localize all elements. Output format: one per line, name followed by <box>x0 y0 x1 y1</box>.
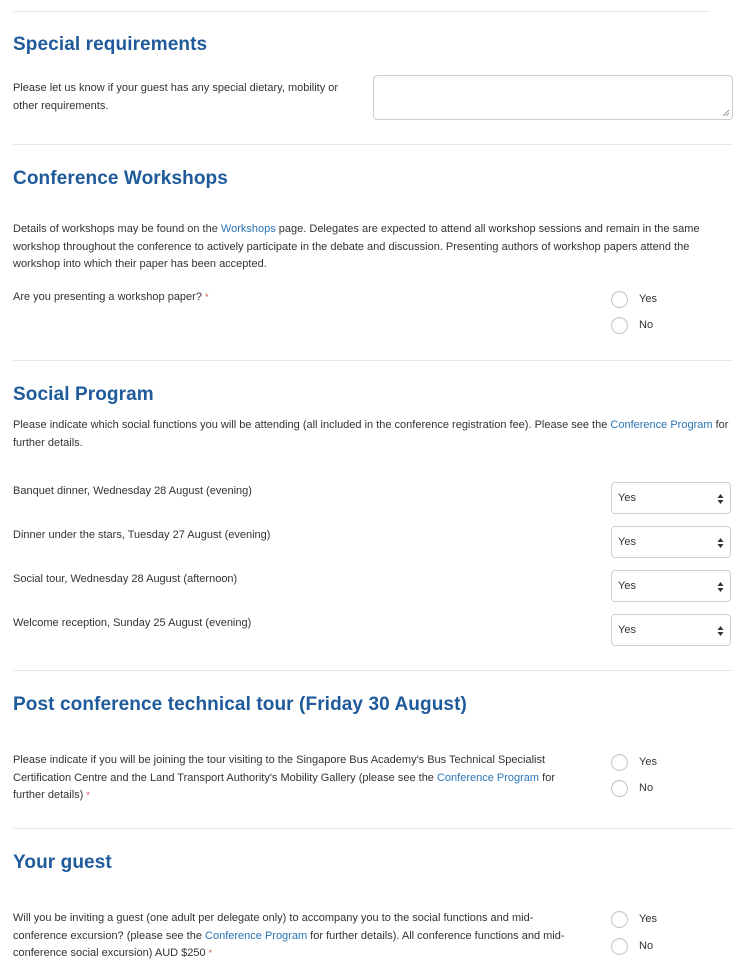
tour-conference-program-link[interactable]: Conference Program <box>436 771 540 784</box>
guest-conference-program-link[interactable]: Conference Program <box>205 929 308 942</box>
technical-tour-question <box>13 752 603 805</box>
guest-q-line2-after: for further details). All conference functions and mid- <box>307 929 565 942</box>
guest-q-line2-before: conference excursion? (please see the <box>13 929 206 942</box>
workshop-paper-no[interactable] <box>611 316 653 334</box>
radio-label-yes: Yes <box>639 756 657 768</box>
social-program-heading: Social Program <box>13 384 154 405</box>
guest-q-line2 <box>13 928 603 946</box>
select-arrows-icon <box>717 580 724 594</box>
divider-social <box>13 360 733 361</box>
technical-tour-yes[interactable] <box>611 753 657 771</box>
event-label-welcome: Welcome reception, Sunday 25 August (evening) <box>13 617 252 629</box>
select-value: Yes <box>618 624 636 636</box>
radio-button[interactable] <box>611 291 628 308</box>
social-desc-after: for further details. <box>13 419 729 449</box>
special-requirements-textarea[interactable] <box>373 75 733 120</box>
radio-label-no: No <box>639 319 654 331</box>
radio-button[interactable] <box>611 780 628 797</box>
required-marker: * <box>86 790 90 800</box>
your-guest-heading: Your guest <box>13 852 112 873</box>
technical-tour-heading: Post conference technical tour (Friday 30 August) <box>13 694 467 715</box>
select-arrows-icon <box>717 624 724 638</box>
guest-q-line3 <box>13 945 603 963</box>
radio-button[interactable] <box>611 911 628 928</box>
required-marker: * <box>205 292 209 302</box>
select-value: Yes <box>618 580 636 592</box>
tour-q-line2 <box>13 770 603 788</box>
radio-label-no: No <box>639 782 654 794</box>
tour-q-line1: Please indicate if you will be joining the tour visiting to the Singapore Bus Academy's Bus Technical Specialist <box>13 754 546 766</box>
tour-q-line2-after: for <box>539 771 555 784</box>
select-value: Yes <box>618 492 636 504</box>
divider-workshops <box>13 144 733 145</box>
social-desc-before: Please indicate which social functions you will be attending (all included in the conference registration fee). Please see the <box>13 419 611 431</box>
guest-no[interactable] <box>611 937 653 955</box>
event-label-dinner-stars: Dinner under the stars, Tuesday 27 August (evening) <box>13 529 271 541</box>
event-select-dinner-stars[interactable] <box>611 526 731 558</box>
radio-label-yes: Yes <box>639 293 657 305</box>
workshops-desc-before: Details of workshops may be found on the <box>13 223 221 235</box>
guest-question <box>13 910 603 963</box>
special-requirements-heading: Special requirements <box>13 34 208 55</box>
guest-yes[interactable] <box>611 910 657 928</box>
select-arrows-icon <box>717 492 724 506</box>
divider-tour <box>13 670 733 671</box>
select-arrows-icon <box>717 536 724 550</box>
top-divider <box>13 11 710 12</box>
divider-guest <box>13 828 733 829</box>
guest-q-line3-text: conference social excursion) AUD $250 <box>13 947 206 959</box>
radio-button[interactable] <box>611 938 628 955</box>
resize-grip-icon[interactable] <box>722 109 730 117</box>
radio-label-no: No <box>639 940 654 952</box>
workshops-description <box>13 221 733 274</box>
guest-q-line1: Will you be inviting a guest (one adult per delegate only) to accompany you to the social functions and mid- <box>13 912 534 924</box>
workshop-paper-question <box>13 289 209 307</box>
social-program-description <box>13 417 738 452</box>
required-marker: * <box>208 948 213 958</box>
event-select-banquet[interactable] <box>611 482 731 514</box>
technical-tour-no[interactable] <box>611 779 653 797</box>
event-label-social-tour: Social tour, Wednesday 28 August (afternoon) <box>13 573 238 585</box>
event-select-welcome[interactable] <box>611 614 731 646</box>
conference-program-link[interactable]: Conference Program <box>610 419 713 431</box>
event-select-social-tour[interactable] <box>611 570 731 602</box>
workshop-paper-yes[interactable] <box>611 290 657 308</box>
special-requirements-prompt: Please let us know if your guest has any special dietary, mobility or other requirements. <box>13 82 339 112</box>
select-value: Yes <box>618 536 636 548</box>
tour-q-line2-before: Certification Centre and the Land Transport Authority's Mobility Gallery (please see the <box>13 771 437 784</box>
workshops-desc-after: page. Delegates are expected to attend all workshop sessions and remain in the same workshop throughout the conference to actively participate in the debate and discussion. Presenting authors of workshop papers attend the workshop into which their paper has been accepted. <box>13 223 700 270</box>
radio-button[interactable] <box>611 317 628 334</box>
workshops-link[interactable]: Workshops <box>220 223 276 235</box>
radio-button[interactable] <box>611 754 628 771</box>
conference-workshops-heading: Conference Workshops <box>13 168 228 189</box>
radio-label-yes: Yes <box>639 913 657 925</box>
workshop-paper-question-text: Are you presenting a workshop paper? <box>13 291 202 303</box>
event-label-banquet: Banquet dinner, Wednesday 28 August (evening) <box>13 485 252 497</box>
tour-q-line3 <box>13 787 603 805</box>
tour-q-line3-text: further details) <box>13 789 84 801</box>
